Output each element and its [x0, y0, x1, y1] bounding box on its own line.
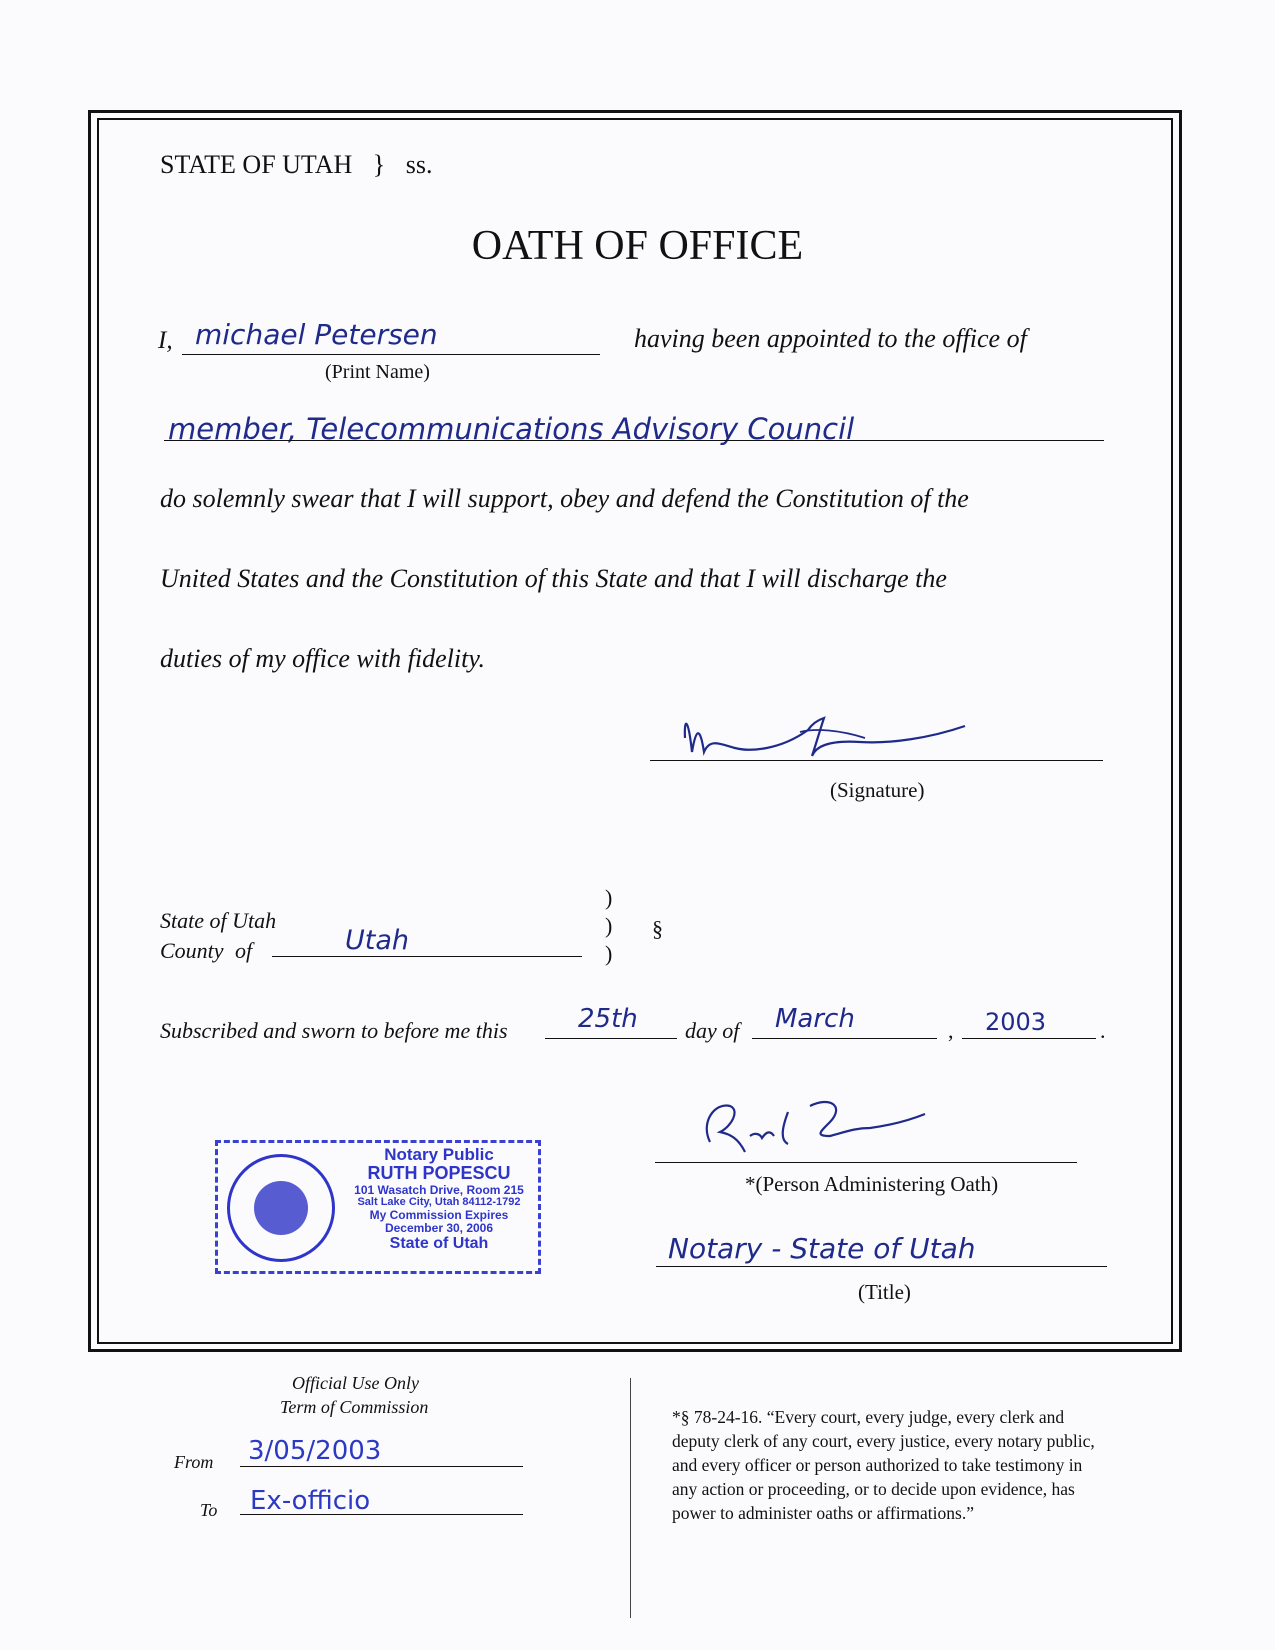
subscribed-month: March: [775, 1004, 855, 1034]
venue-paren-1: ): [605, 885, 613, 910]
page-title: OATH OF OFFICE: [471, 223, 804, 269]
county-value: Utah: [345, 925, 410, 956]
notary-stamp: [215, 1140, 541, 1274]
stamp-line-3: 101 Wasatch Drive, Room 215: [354, 1182, 524, 1197]
oath-body-line-1: do solemnly swear that I will support, obey and defend the Constitution of the: [160, 484, 969, 513]
title-line: [656, 1266, 1107, 1267]
to-value: Ex-officio: [250, 1486, 371, 1516]
term-heading: Term of Commission: [280, 1397, 429, 1417]
subscribed-day: 25th: [578, 1004, 638, 1034]
venue-paren-2: ): [605, 913, 613, 938]
year-line: [962, 1038, 1096, 1039]
stamp-text: [341, 1146, 537, 1252]
statute-line-2: deputy clerk of any court, every justice, every notary public,: [672, 1431, 1095, 1451]
subscribed-lead: Subscribed and sworn to before me this: [160, 1018, 508, 1043]
state-seal-icon: [227, 1154, 335, 1262]
office-line: [164, 440, 1104, 441]
appointed-text: having been appointed to the office of: [634, 324, 1027, 353]
to-label: To: [200, 1500, 218, 1520]
brace: }: [372, 150, 386, 179]
county-label: County of: [160, 938, 253, 963]
stamp-line-4: Salt Lake City, Utah 84112-1792: [357, 1195, 521, 1208]
oath-lead: I,: [158, 327, 173, 354]
subscribed-year: 2003: [985, 1008, 1047, 1036]
day-of-label: day of: [685, 1018, 740, 1043]
printed-name: michael Petersen: [195, 318, 438, 351]
administrator-caption: *(Person Administering Oath): [745, 1172, 999, 1196]
statute-line-3: and every officer or person authorized to take testimony in: [672, 1455, 1083, 1475]
period: .: [1100, 1018, 1106, 1043]
month-line: [752, 1038, 937, 1039]
stamp-line-5: My Commission Expires: [369, 1207, 509, 1222]
stamp-line-6: December 30, 2006: [384, 1220, 494, 1235]
signature-caption: (Signature): [830, 778, 925, 802]
state-name: STATE OF UTAH: [160, 150, 353, 179]
signature-line: [650, 760, 1103, 761]
statute-line-5: power to administer oaths or affirmations.”: [672, 1503, 974, 1523]
from-line: [240, 1466, 523, 1467]
state-heading: [160, 150, 433, 180]
statute-line-4: any action or proceeding, or to decide upon evidence, has: [672, 1479, 1075, 1499]
official-heading: Official Use Only: [292, 1373, 419, 1393]
day-line: [545, 1038, 677, 1039]
to-line: [240, 1514, 523, 1515]
statute-line-1: *§ 78-24-16. “Every court, every judge, every clerk and: [672, 1407, 1065, 1427]
ss-abbrev: ss.: [405, 150, 433, 179]
administrator-title-value: Notary - State of Utah: [668, 1232, 976, 1265]
print-name-caption: (Print Name): [325, 361, 430, 383]
from-label: From: [174, 1452, 214, 1472]
venue-paren-3: ): [605, 941, 613, 966]
oath-body-line-3: duties of my office with fidelity.: [160, 644, 485, 673]
oath-signature-scribble: [640, 708, 1030, 768]
stamp-line-2: RUTH POPESCU: [367, 1163, 511, 1184]
stamp-line-1: Notary Public: [384, 1145, 494, 1164]
section-symbol: §: [652, 916, 663, 941]
oath-body-line-2: United States and the Constitution of this State and that I will discharge the: [160, 564, 947, 593]
stamp-line-7: State of Utah: [389, 1234, 489, 1252]
administrator-line: [655, 1162, 1077, 1163]
administrator-signature-scribble: [670, 1092, 950, 1172]
county-line: [272, 956, 582, 957]
name-line: [182, 354, 600, 355]
bottom-divider: [630, 1378, 631, 1618]
office-title: member, Telecommunications Advisory Council: [168, 412, 855, 446]
title-caption: (Title): [858, 1280, 911, 1304]
statute-note: [672, 1405, 1095, 1525]
comma: ,: [948, 1018, 954, 1043]
from-value: 3/05/2003: [248, 1436, 382, 1466]
venue-state-label: State of Utah: [160, 908, 277, 933]
